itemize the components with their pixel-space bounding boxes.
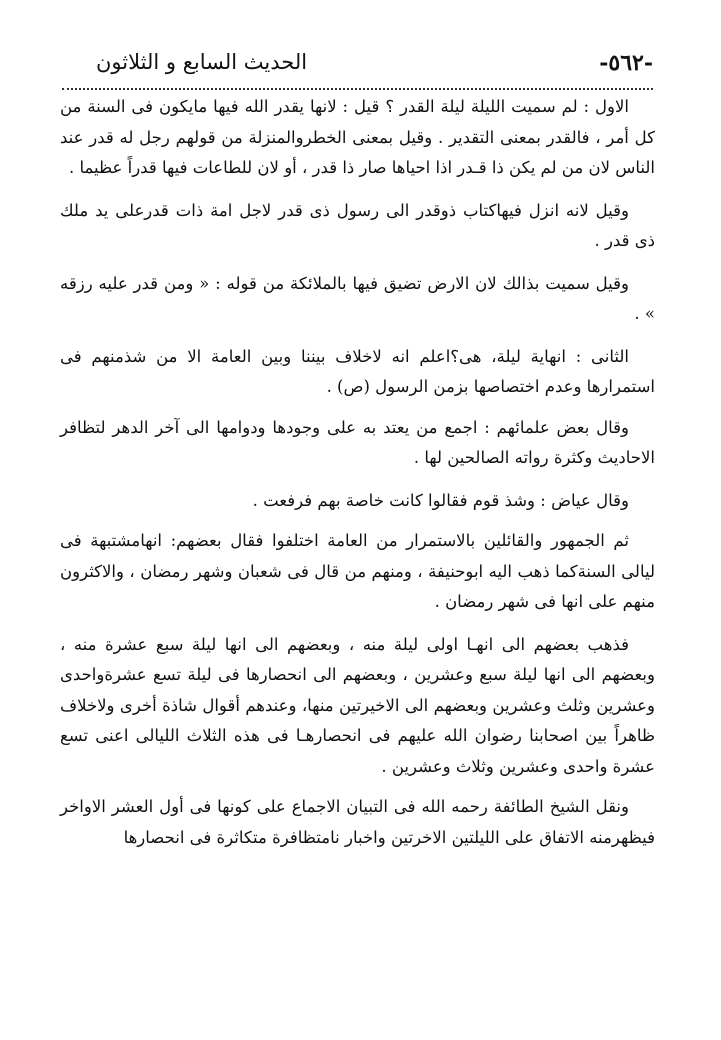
paragraph-why-named-qadr: الاول : لم سميت الليلة ليلة القدر ؟ قيل : لانها يقدر الله فيها مايكون فى السنة من كل أمر ، فالقدر بمعنى التقدير . وقيل بمعنى الخطروالمنزلة من قولهم رجل له قدر عند الناس لان من لم يكن ذا قـدر اذا احياها صار ذا قدر ، أو لان للطاعات فيها قدراً عظيما . bbox=[60, 97, 655, 177]
paragraph-majority-continuity: ثم الجمهور والقائلين بالاستمرار من العامة اختلفوا فقال بعضهم: انهامشتبهة فى ليالى السنةكما ذهب اليه ابوحنيفة ، ومنهم من قال فى شعبان وشهر رمضان ، والاكثرون منهم على انها فى شهر رمضان . bbox=[60, 531, 655, 611]
paragraph-second-which-night: الثانى : انهاية ليلة، هى؟اعلم انه لاخلاف بيننا وبين العامة الا من شذمنهم فى استمرارها وعدم اختصاصها بزمن الرسول (ص) . bbox=[60, 346, 655, 396]
body-text bbox=[60, 92, 655, 865]
paragraph-shaykh-tusi: ونقل الشيخ الطائفة رحمه الله فى التبيان الاجماع على كونها فى أول العشر الاواخر فيظهرمنه الاتفاق على الليلتين الاخرتين واخبار نامتظافرة متكاثرة فى انحصارها bbox=[60, 797, 655, 847]
paragraph-book-revealed: وقيل لانه انزل فيهاكتاب ذوقدر الى رسول ذى قدر لاجل امة ذات قدرعلى يد ملك ذى قدر . bbox=[60, 200, 655, 250]
paragraph-earth-narrows: وقيل سميت بذالك لان الارض تضيق فيها بالملائكة من قوله : « ومن قدر عليه رزقه » . bbox=[60, 273, 655, 323]
paragraph-scholars-consensus: وقال بعض علمائهم : اجمع من يعتد به على وجودها ودوامها الى آخر الدهر لتظافر الاحاديث وكثرة رواته الصالحين لها . bbox=[60, 417, 655, 467]
page-number: -٥٦٢- bbox=[599, 50, 653, 76]
page-header bbox=[62, 46, 653, 86]
header-divider bbox=[62, 88, 653, 90]
paragraph-iyad: وقال عياض : وشذ قوم فقالوا كانت خاصة بهم فرفعت . bbox=[252, 490, 629, 510]
paragraph-opinions-nights: فذهب بعضهم الى انهـا اولى ليلة منه ، وبعضهم الى انها ليلة سبع عشرة منه ، وبعضهم الى انها ليلة سبع وعشرين ، وبعضهم الى انحصارها فى ليلة تسع عشرةواحدى وعشرين وثلث وعشرين وبعضهم الى الاخيرتين منها، وعندهم أقوال شاذة أخرى ولاخلاف ظاهراً بين اصحابنا رضوان الله عليهم فى انحصارهـا فى هذه الثلاث الليالى اعنى تسع عشرة واحدى وعشرين وثلاث وعشرين . bbox=[60, 634, 655, 776]
running-title: الحديث السابع و الثلاثون bbox=[96, 50, 308, 74]
